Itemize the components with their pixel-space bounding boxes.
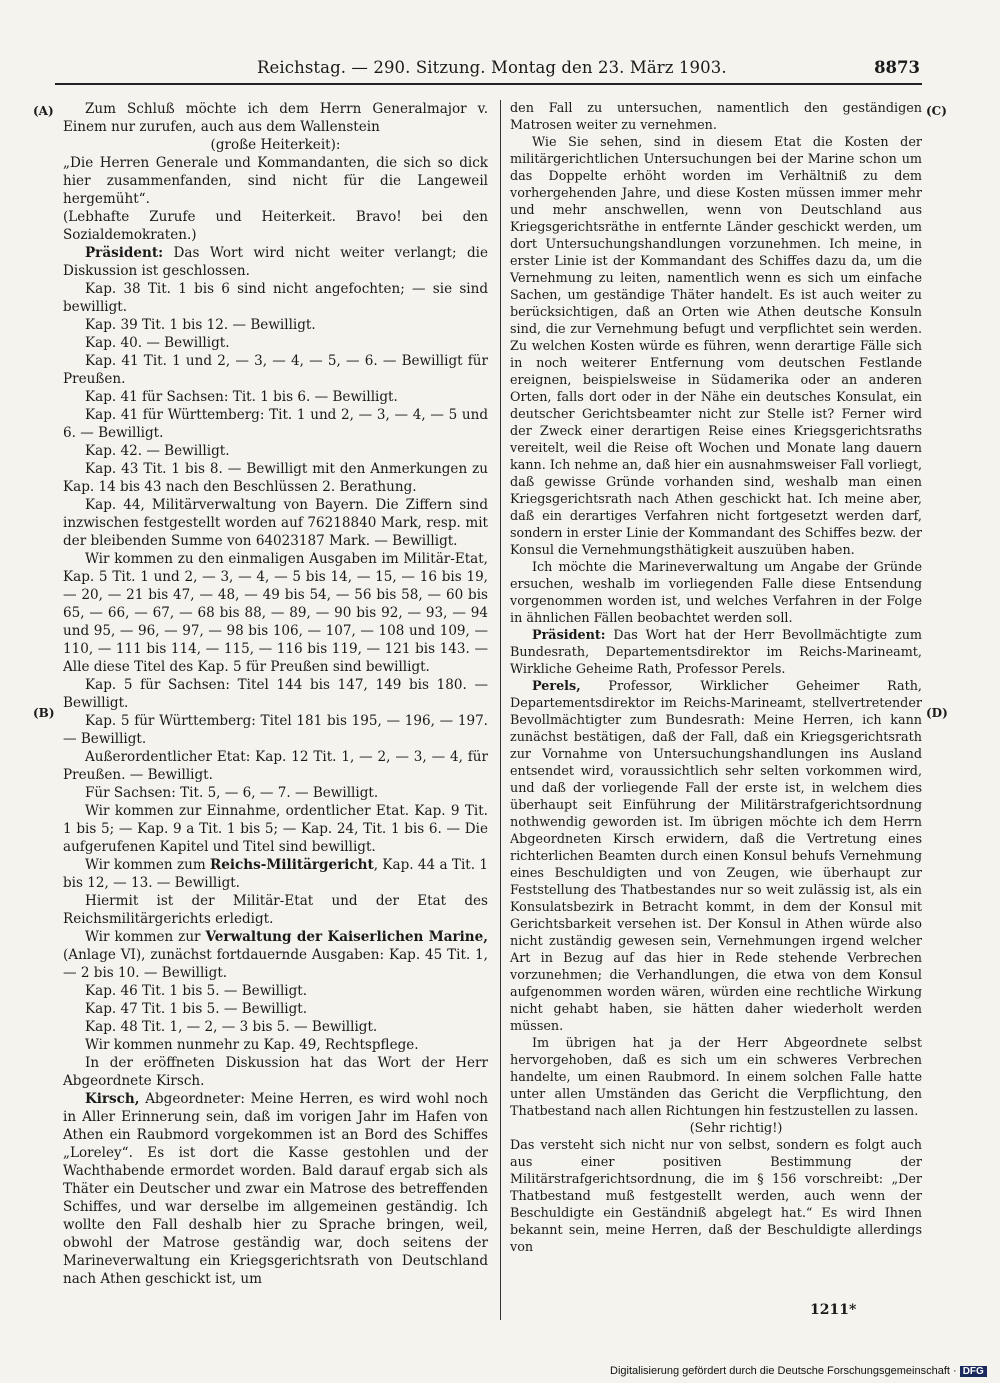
paragraph-text: den Fall zu untersuchen, namentlich den geständigen Matrosen weiter zu vernehmen. xyxy=(510,101,922,133)
margin-mark-a: (A) xyxy=(33,104,54,118)
right-column xyxy=(510,100,922,1256)
speaker-name: Perels, xyxy=(532,679,581,694)
paragraph-text: Kap. 48 Tit. 1, — 2, — 3 bis 5. — Bewilligt. xyxy=(85,1019,378,1035)
paragraph xyxy=(63,136,488,154)
paragraph xyxy=(510,627,922,678)
paragraph xyxy=(63,352,488,388)
paragraph xyxy=(63,784,488,802)
paragraph-text: Das Wort wird nicht weiter verlangt; die Diskussion ist geschlossen. xyxy=(63,245,488,279)
speaker-name: Präsident: xyxy=(85,245,164,261)
paragraph xyxy=(63,748,488,784)
paragraph-text: Kap. 42. — Bewilligt. xyxy=(85,443,230,459)
paragraph xyxy=(510,134,922,559)
paragraph-text: Zum Schluß möchte ich dem Herrn Generalmajor v. Einem nur zurufen, auch aus dem Wallenstein xyxy=(63,101,488,135)
margin-mark-b: (B) xyxy=(33,706,55,720)
paragraph-text: Kap. 43 Tit. 1 bis 8. — Bewilligt mit den Anmerkungen zu Kap. 14 bis 43 nach den Beschlüssen 2. Berathung. xyxy=(63,461,488,495)
left-column xyxy=(63,100,488,1288)
paragraph xyxy=(63,316,488,334)
paragraph xyxy=(63,280,488,316)
paragraph xyxy=(63,550,488,676)
paragraph xyxy=(63,1036,488,1054)
paragraph xyxy=(63,856,488,892)
paragraph xyxy=(63,100,488,136)
paragraph-text: Wir kommen nunmehr zu Kap. 49, Rechtspflege. xyxy=(85,1037,419,1053)
paragraph-text: Im übrigen hat ja der Herr Abgeordnete selbst hervorgehoben, daß es sich um ein schweres Verbrechen handelte, um einen Raubmord. In einem solchen Falle hatte unter allen Umständen das Gericht die Verpflichtung, den Thatbestand nach allen Richtungen hin festzustellen zu lassen. xyxy=(510,1036,922,1119)
paragraph-text: (Lebhafte Zurufe und Heiterkeit. Bravo! bei den Sozialdemokraten.) xyxy=(63,209,488,243)
running-header xyxy=(257,58,920,80)
paragraph-text: Wir kommen zu den einmaligen Ausgaben im Militär-Etat, Kap. 5 Tit. 1 und 2, — 3, — 4, — 5 bis 14, — 15, — 16 bis 19, — 20, — 21 bis 47, — 48, — 49 bis 54, — 56 bis 58, — 60 bis 65, — 66, — 67, — 68 bis 88, — 89, — 90 bis 92, — 93, — 94 und 95, — 96, — 97, — 98 bis 106, — 107, — 108 und 109, — 110, — 111 bis 114, — 115, — 116 bis 119, — 121 bis 143. — Alle diese Titel des Kap. 5 für Preußen sind bewilligt. xyxy=(63,551,488,675)
paragraph xyxy=(63,154,488,208)
paragraph-text: Kap. 5 für Württemberg: Titel 181 bis 195, — 196, — 197. — Bewilligt. xyxy=(63,713,488,747)
paragraph-text: Kap. 41 für Württemberg: Tit. 1 und 2, — 3, — 4, — 5 und 6. — Bewilligt. xyxy=(63,407,488,441)
paragraph-text: Kap. 40. — Bewilligt. xyxy=(85,335,230,351)
paragraph xyxy=(63,928,488,982)
paragraph xyxy=(63,244,488,280)
paragraph-text: „Die Herren Generale und Kommandanten, die sich so dick hier zusammenfanden, sind nicht für die Langeweil hergemüht“. xyxy=(63,155,488,207)
margin-mark-d: (D) xyxy=(926,706,948,720)
paragraph-text: Abgeordneter: Meine Herren, es wird wohl noch in Aller Erinnerung sein, daß im vorigen Jahr im Hafen von Athen ein Raubmord vorgekommen ist an Bord des Schiffes „Loreley“. Es ist dort die Kasse gestohlen und der Wachthabende ermordet worden. Bald darauf ergab sich als Thäter ein Deutscher und zwar ein Matrose des betreffenden Schiffes, und war derselbe im allgemeinen geständig. Ich wollte den Fall deshalb hier zu Sprache bringen, weil, obwohl der Matrose geständig war, doch seitens der Marineverwaltung ein Kriegsgerichtsrath von Deutschland nach Athen geschickt ist, um xyxy=(63,1091,488,1287)
paragraph-text: (Anlage VI), zunächst fortdauernde Ausgaben: Kap. 45 Tit. 1, — 2 bis 10. — Bewilligt. xyxy=(63,947,488,981)
paragraph xyxy=(63,802,488,856)
paragraph xyxy=(63,334,488,352)
emphasis-text: Reichs-Militärgericht xyxy=(210,857,374,873)
paragraph-text: Das versteht sich nicht nur von selbst, sondern es folgt auch aus einer positiven Bestimmung der Militärstrafgerichtsordnung, die im § 156 vorschreibt: „Der Thatbestand muß festgestellt werden, auch wenn der Beschuldigte ein Geständniß abgelegt hat.“ Es wird Ihnen bekannt sein, meine Herren, daß der Beschuldigte allerdings von xyxy=(510,1138,922,1255)
paragraph xyxy=(510,1035,922,1120)
paragraph-text: Kap. 46 Tit. 1 bis 5. — Bewilligt. xyxy=(85,983,308,999)
paragraph xyxy=(63,442,488,460)
paragraph-text: (Sehr richtig!) xyxy=(689,1121,783,1136)
paragraph xyxy=(63,1000,488,1018)
paragraph-text: Wir kommen zur xyxy=(85,929,206,945)
paragraph xyxy=(510,678,922,1035)
speaker-name: Kirsch, xyxy=(85,1091,140,1107)
paragraph-text: (große Heiterkeit): xyxy=(210,137,341,153)
paragraph-text: Hiermit ist der Militär-Etat und der Etat des Reichsmilitärgerichts erledigt. xyxy=(63,893,488,927)
footer-text: Digitalisierung gefördert durch die Deutsche Forschungsgemeinschaft · xyxy=(610,1365,957,1377)
paragraph xyxy=(63,406,488,442)
paragraph xyxy=(63,1018,488,1036)
paragraph-text: Außerordentlicher Etat: Kap. 12 Tit. 1, — 2, — 3, — 4, für Preußen. — Bewilligt. xyxy=(63,749,488,783)
paragraph xyxy=(510,100,922,134)
paragraph-text: Das Wort hat der Herr Bevollmächtigte zum Bundesrath, Departementsdirektor im Reichs-Marineamt, Wirkliche Geheime Rath, Professor Perels. xyxy=(510,628,922,677)
paragraph xyxy=(63,892,488,928)
paragraph-text: Kap. 47 Tit. 1 bis 5. — Bewilligt. xyxy=(85,1001,308,1017)
paragraph-text: Kap. 41 Tit. 1 und 2, — 3, — 4, — 5, — 6. — Bewilligt für Preußen. xyxy=(63,353,488,387)
paragraph-text: Kap. 38 Tit. 1 bis 6 sind nicht angefochten; — sie sind bewilligt. xyxy=(63,281,488,315)
signature-mark: 1211* xyxy=(810,1302,857,1318)
column-divider xyxy=(500,100,501,1320)
paragraph xyxy=(63,982,488,1000)
paragraph xyxy=(63,496,488,550)
paragraph xyxy=(510,559,922,627)
dfg-logo: DFG xyxy=(960,1366,987,1377)
paragraph xyxy=(510,1137,922,1256)
paragraph-text: Wir kommen zur Einnahme, ordentlicher Etat. Kap. 9 Tit. 1 bis 5; — Kap. 9 a Tit. 1 bis 5; — Kap. 24, Tit. 1 bis 6. — Die aufgerufenen Kapitel und Titel sind bewilligt. xyxy=(63,803,488,855)
paragraph xyxy=(63,460,488,496)
paragraph-text: Kap. 39 Tit. 1 bis 12. — Bewilligt. xyxy=(85,317,316,333)
paragraph xyxy=(63,1054,488,1090)
paragraph xyxy=(510,1120,922,1137)
paragraph-text: Kap. 5 für Sachsen: Titel 144 bis 147, 149 bis 180. — Bewilligt. xyxy=(63,677,488,711)
paragraph xyxy=(63,388,488,406)
paragraph-text: , Kap. 44 a Tit. 1 bis 12, — 13. — Bewilligt. xyxy=(63,857,488,891)
paragraph xyxy=(63,712,488,748)
emphasis-text: Verwaltung der Kaiserlichen Marine, xyxy=(205,929,488,945)
paragraph-text: In der eröffneten Diskussion hat das Wort der Herr Abgeordnete Kirsch. xyxy=(63,1055,488,1089)
paragraph xyxy=(63,676,488,712)
margin-mark-c: (C) xyxy=(926,104,947,118)
paragraph-text: Kap. 41 für Sachsen: Tit. 1 bis 6. — Bewilligt. xyxy=(85,389,398,405)
footer xyxy=(610,1365,987,1377)
paragraph xyxy=(63,208,488,244)
paragraph-text: Ich möchte die Marineverwaltung um Angabe der Gründe ersuchen, weshalb im vorliegenden Falle diese Entsendung vorgenommen worden ist, und welches Verfahren in der Folge in ähnlichen Fällen beobachtet werden soll. xyxy=(510,560,922,626)
header-title: Reichstag. — 290. Sitzung. Montag den 23. März 1903. xyxy=(257,58,727,77)
paragraph-text: Wie Sie sehen, sind in diesem Etat die Kosten der militärgerichtlichen Untersuchungen bei der Marine schon um das Doppelte erhöht worden im Verhältniß zu dem vorhergehenden Jahre, und diese Kosten müssen immer mehr und mehr anschwellen, wenn von Deutschland aus Kriegsgerichtsräthe in entfernte Länder geschickt werden, um dort Untersuchungshandlungen vorzunehmen. Ich meine, in erster Linie ist der Kommandant des Schiffes dazu da, um die Vernehmung zu leiten, namentlich wenn es sich um einfache Sachen, um geständige Thäter handelt. Es ist auch weiter zu berücksichtigen, daß an Orten wie Athen deutsche Konsuln sind, die zur Vernehmung befugt und verpflichtet sein werden. Zu welchen Kosten würde es führen, wenn derartige Fälle sich in noch weiterer Entfernung vom deutschen Festlande ereignen, beispielsweise in Südamerika oder an anderen Orten, falls dort oder in der Nähe ein deutsches Konsulat, ein deutscher Gerichtsbeamter nicht zur Stelle ist? Ferner wird der Zweck einer derartigen Reise eines Kriegsgerichtsraths vereitelt, weil die Reise oft Wochen und Monate lang dauern kann. Ich nehme an, daß hier ein ausnahmsweiser Fall vorliegt, daß gewisse Gründe vorhanden sind, weshalb man einen Kriegsgerichtsrath nach Athen geschickt hat. Ich meine aber, daß ein derartiges Verfahren nicht fortgesetzt werden darf, sondern in erster Linie der Kommandant des Schiffes bezw. der Konsul die Vernehmungsthätigkeit auszuüben haben. xyxy=(510,135,922,558)
paragraph xyxy=(63,1090,488,1288)
speaker-name: Präsident: xyxy=(532,628,606,643)
paragraph-text: Professor, Wirklicher Geheimer Rath, Departementsdirektor im Reichs-Marineamt, stellvertretender Bevollmächtigter zum Bundesrath: Meine Herren, ich kann zunächst bestätigen, daß der Fall, daß ein Kriegsgerichtsrath zur Vornahme von Untersuchungshandlungen ins Ausland entsendet wird, voraussichtlich sehr selten vorkommen wird, und daß der vorliegende Fall der erste ist, in welchem dies überhaupt seit Einführung der Militärstrafgerichtsordnung nothwendig geworden ist. Im übrigen möchte ich dem Herrn Abgeordneten Kirsch erwidern, daß die Vertretung eines richterlichen Beamten durch einen Konsul behufs Vernehmung eines Beschuldigten und von Zeugen, wie überhaupt zur Feststellung des Thatbestandes nur so weit zulässig ist, als ein Konsulatsbezirk in Betracht kommt, in dem der Konsul mit Gerichtsbarkeit versehen ist. Der Konsul in Athen würde also nicht zuständig gewesen sein, Vernehmungen irgend welcher Art in Bezug auf das hier in Rede stehende Verbrechen vorzunehmen; die Verhandlungen, die etwa von dem Konsul aufgenommen worden wären, würden eine rechtliche Wirkung nicht gehabt haben, sie hätten daher wiederholt werden müssen. xyxy=(510,679,922,1034)
page-number: 8873 xyxy=(874,58,920,77)
paragraph-text: Für Sachsen: Tit. 5, — 6, — 7. — Bewilligt. xyxy=(85,785,379,801)
header-rule xyxy=(55,83,922,85)
paragraph-text: Kap. 44, Militärverwaltung von Bayern. Die Ziffern sind inzwischen festgestellt worden auf 76218840 Mark, resp. mit der bleibenden Summe von 64023187 Mark. — Bewilligt. xyxy=(63,497,488,549)
paragraph-text: Wir kommen zum xyxy=(85,857,211,873)
